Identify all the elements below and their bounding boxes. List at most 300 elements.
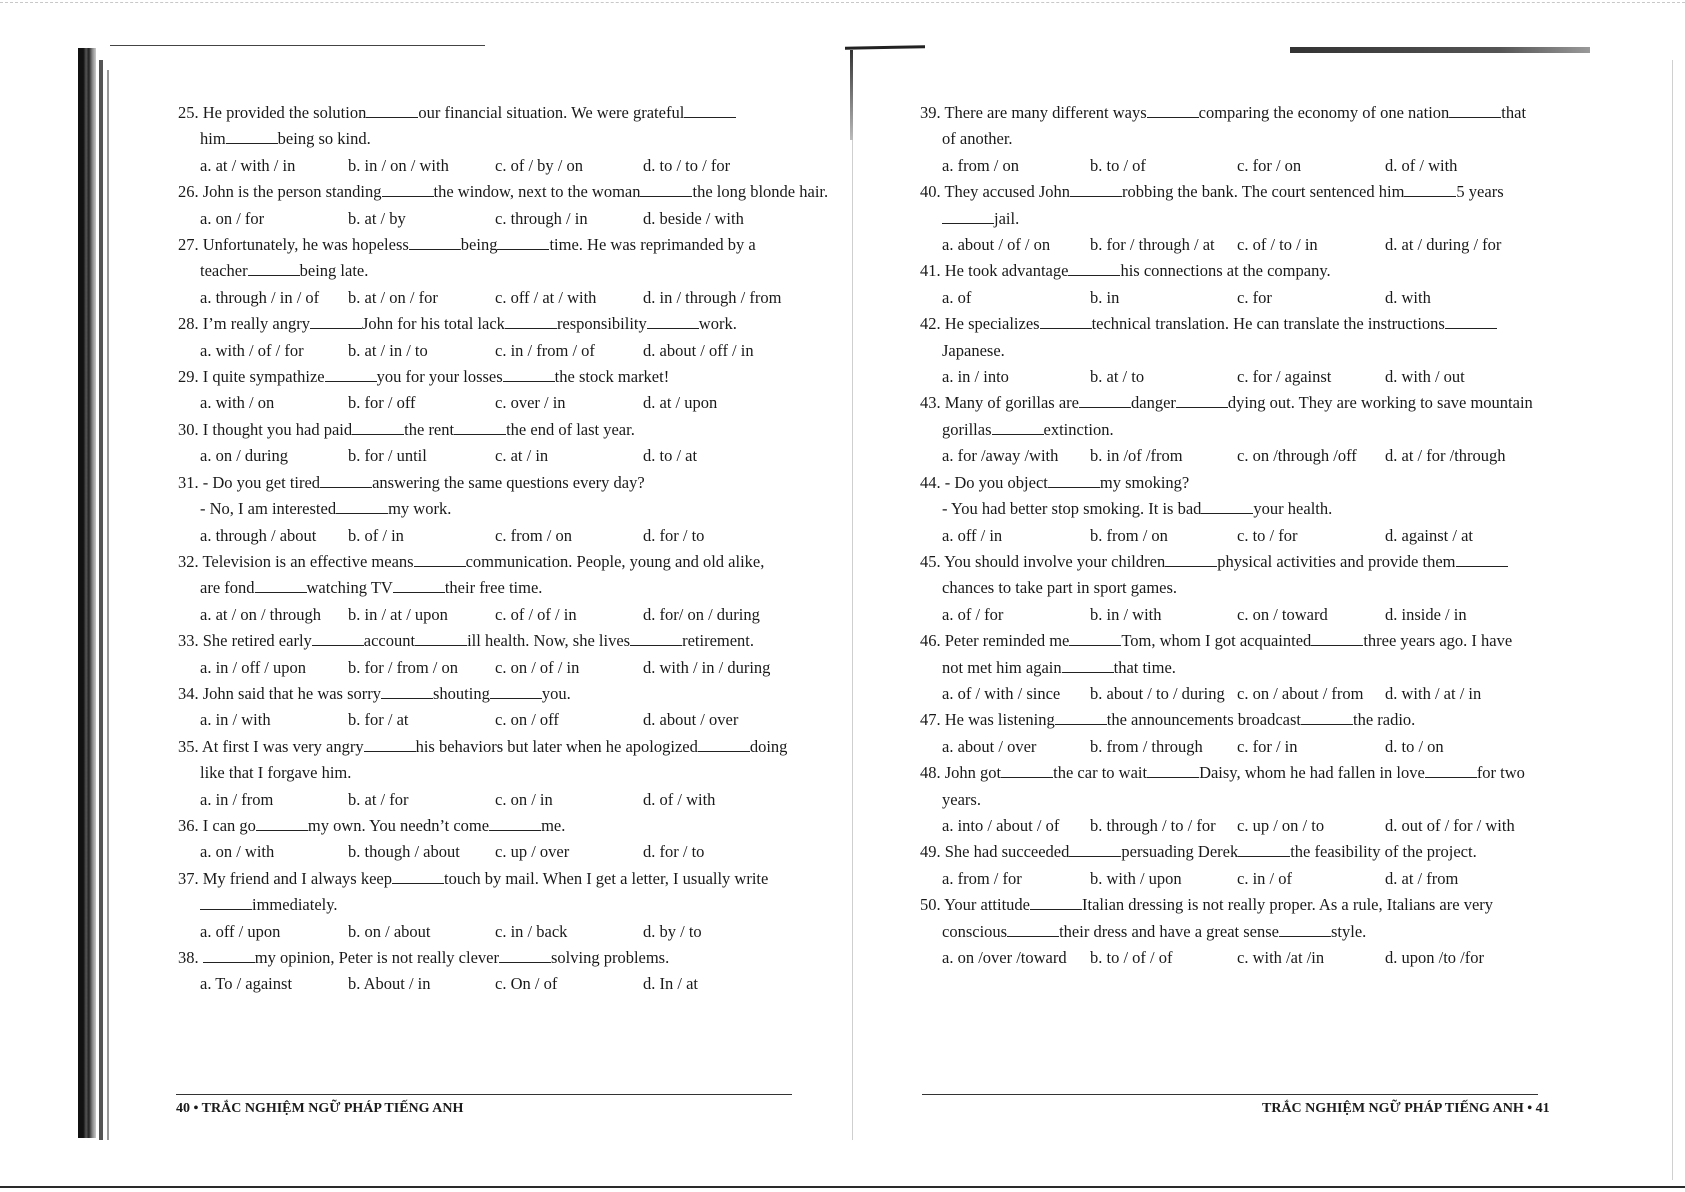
question [920,839,1535,892]
answer-blank [1062,656,1114,673]
answer-option: d. to / to / for [643,155,731,175]
footer-bullet: • [193,1101,202,1116]
question [178,866,793,945]
question-text: the end of last year. [506,419,635,439]
answer-blank [1030,894,1082,911]
answer-blank [1425,761,1477,778]
answer-option: d. of / with [1385,155,1458,175]
question-line [178,549,793,575]
question-continuation [920,417,1535,443]
question-line [920,258,1535,284]
question-line [178,866,793,892]
answer-options [178,206,793,232]
question-number: 41. [920,261,941,281]
answer-option: d. with / out [1385,367,1465,387]
answer-option: d. out of / for / with [1385,815,1515,835]
question-text: shouting [433,683,490,703]
question-text: doing [749,736,788,756]
answer-option: d. at / during / for [1385,235,1502,255]
answer-blank [1068,260,1120,277]
question-line [178,417,793,443]
answer-option: a. into / about / of [942,815,1060,835]
question-text: of another. [942,129,1013,149]
answer-options [178,839,793,865]
answer-blank [382,181,434,198]
answer-option: d. with / in / during [643,657,771,677]
answer-blank [392,867,444,884]
question-line [920,628,1535,654]
answer-option: b. at / to [1090,367,1145,387]
answer-blank [255,577,307,594]
answer-option: b. in [1090,287,1120,307]
answer-option: b. on / about [348,921,431,941]
answer-blank [200,894,252,911]
answer-option: d. for / to [643,525,705,545]
answer-options [920,734,1535,760]
answer-blank [1301,709,1353,726]
question [920,760,1535,839]
question [920,100,1535,179]
answer-option: c. for / in [1237,736,1298,756]
answer-option: d. to / on [1385,736,1444,756]
question-number: 50. [920,895,941,915]
answer-blank [454,418,506,435]
answer-blank [647,313,699,330]
answer-option: a. from / on [942,155,1019,175]
answer-option: a. for /away /with [942,446,1059,466]
question-number: 29. [178,367,199,387]
question [920,892,1535,971]
question-text: John is the person standing [202,182,382,202]
question-text: There are many different ways [944,103,1147,122]
question-number: 34. [178,683,199,703]
question-number: 25. [178,103,199,122]
question-text: Unfortunately, he was hopeless [202,235,409,255]
left-page [178,100,829,998]
answer-options [920,443,1535,469]
question-text: being [460,235,498,255]
answer-blank [1311,629,1363,646]
answer-option: b. for / at [348,710,409,730]
answer-option: d. against / at [1385,525,1473,545]
question-text: My friend and I always keep [202,868,392,888]
scan-top-edge [0,2,1685,3]
answer-option: d. upon /to /for [1385,948,1484,967]
answer-options [920,945,1535,971]
question-line [920,707,1535,733]
question [178,232,793,311]
answer-options [920,523,1535,549]
question-text: He took advantage [944,261,1069,281]
answer-blank [1069,841,1121,858]
answer-option: c. through / in [495,208,588,228]
answer-option: c. on / off [495,710,559,730]
answer-blank [1165,550,1217,567]
question-line [920,839,1535,865]
footer-rule-right [922,1094,1538,1095]
question-continuation [920,575,1535,601]
binding-shadow [78,48,96,1138]
question-text: account [363,631,416,651]
answer-option: b. with / upon [1090,868,1182,888]
question-text: that [1501,103,1527,122]
answer-options [178,443,793,469]
answer-option: c. in / back [495,921,568,941]
answer-blank [336,497,388,514]
question-text: their dress and have a great sense [1059,921,1279,941]
answer-option: c. up / over [495,842,570,862]
answer-option: a. of / with / since [942,683,1061,703]
page-number: 40 [176,1101,190,1116]
answer-blank [256,814,308,831]
question-number: 48. [920,763,941,783]
answer-option: c. at / in [495,446,549,466]
answer-option: c. on / of / in [495,657,580,677]
question-text: I can go [202,815,256,835]
answer-options [920,364,1535,390]
answer-option: a. about / over [942,736,1037,756]
answer-blank [684,101,736,118]
question-continuation [178,760,793,786]
answer-options [178,153,793,179]
question-continuation [920,126,1535,152]
answer-options [178,919,793,945]
answer-blank [1070,181,1122,198]
question-text: my work. [388,499,452,519]
answer-blank [1147,101,1199,118]
answer-option: b. though / about [348,842,460,862]
answer-option: c. off / at / with [495,287,597,307]
gutter-line [852,140,853,1140]
question-line [920,892,1535,918]
question-text: the long blonde hair. [692,182,829,202]
answer-option: b. through / to / for [1090,815,1216,835]
answer-blank [1445,313,1497,330]
question [178,734,793,813]
question-line [920,470,1535,496]
answer-blank [320,471,372,488]
answer-option: c. in / of [1237,868,1292,888]
question [178,179,829,232]
answer-blank [409,233,461,250]
question-continuation [178,892,793,918]
question [178,681,793,734]
answer-blank [352,418,404,435]
answer-option: c. of / by / on [495,155,583,175]
answer-option: b. about / to / during [1090,683,1225,703]
answer-blank [1147,761,1199,778]
question-text: She had succeeded [944,842,1070,862]
answer-blank [497,233,549,250]
question-text: answering the same questions every day? [372,472,645,492]
question-text: I quite sympathize [202,367,325,387]
answer-blank [1001,761,1053,778]
question-text: watching TV [306,578,393,598]
question-text: At first I was very angry [201,736,364,756]
answer-blank [489,814,541,831]
question-text: John said that he was sorry [202,683,382,703]
answer-option: a. off / in [942,525,1003,545]
question-text: you for your losses [376,367,503,387]
answer-blank [503,365,555,382]
answer-blank [248,260,300,277]
answer-option: a. through / about [200,525,317,545]
answer-option: d. of / with [643,789,716,809]
answer-blank [203,946,255,963]
question-text: being late. [299,261,369,281]
question [920,628,1535,707]
answer-option: c. to / for [1237,525,1298,545]
question-number: 44. [920,472,941,492]
answer-options [920,285,1535,311]
question-text: the window, next to the woman [433,182,641,202]
question-text: danger [1131,393,1176,413]
question-text: They accused John [944,182,1070,202]
question-text: communication. People, young and old alike, [465,551,765,571]
answer-option: c. for / on [1237,155,1302,175]
answer-option: d. at / for /through [1385,446,1506,466]
answer-option: a. from / for [942,868,1022,888]
header-rule-left [110,45,485,46]
answer-option: c. of / of / in [495,604,577,624]
answer-option: c. on / toward [1237,604,1328,624]
question-text: ill health. Now, she lives [467,631,631,651]
answer-options [920,232,1535,258]
answer-blank [226,128,278,145]
answer-option: a. on / during [200,446,288,466]
question-text: 5 years [1456,182,1504,202]
question-number: 40. [920,182,941,202]
answer-option: c. On / of [495,974,558,994]
question-line [178,628,793,654]
question-number: 42. [920,314,941,334]
page-corner-mark [845,45,925,49]
answer-options [178,707,793,733]
question-line [920,179,1535,205]
answer-blank [630,629,682,646]
answer-options [920,153,1535,179]
question-text: the rent [404,419,455,439]
answer-blank [1048,471,1100,488]
answer-option: a. in / with [200,710,271,730]
answer-option: a. through / in / of [200,287,320,307]
question-text: comparing the economy of one nation [1198,103,1450,122]
answer-blank [1279,920,1331,937]
question-text: being so kind. [277,129,371,149]
answer-option: a. of / for [942,604,1004,624]
question-number: 43. [920,393,941,413]
answer-options [178,338,793,364]
question-continuation [178,496,793,522]
question-line [178,734,793,760]
answer-option: b. in / on / with [348,155,449,175]
question-text: chances to take part in sport games. [942,578,1178,598]
question-line [178,232,793,258]
answer-option: b. from / on [1090,525,1168,545]
answer-option: c. from / on [495,525,572,545]
answer-blank [393,577,445,594]
question-line [178,813,793,839]
footer-bullet: • [1527,1101,1536,1116]
answer-blank [992,418,1044,435]
question [920,311,1535,390]
question-continuation [178,258,793,284]
answer-blank [381,682,433,699]
answer-blank [1079,392,1131,409]
question-text: conscious [942,921,1008,941]
answer-option: b. for / until [348,446,427,466]
question-text: He specializes [944,314,1040,334]
question-text: immediately. [252,895,338,915]
answer-option: d. In / at [643,974,698,994]
answer-options [920,866,1535,892]
answer-option: a. off / upon [200,921,281,941]
question-text: my smoking? [1099,472,1190,492]
question-line [178,681,793,707]
answer-option: c. up / on / to [1237,815,1325,835]
question-number: 49. [920,842,941,862]
question-text: Many of gorillas are [944,393,1079,413]
answer-blank [1449,101,1501,118]
question [920,707,1535,760]
answer-option: b. in / with [1090,604,1162,624]
question [178,417,793,470]
answer-blank [1456,550,1508,567]
question-number: 37. [178,868,199,888]
question-line [920,549,1535,575]
question-text: You should involve your children [944,551,1166,571]
question [178,945,793,998]
question-text: my own. You needn’t come [307,815,490,835]
answer-option: a. To / against [200,974,293,994]
answer-options [178,655,793,681]
answer-option: a. in / into [942,367,1009,387]
question-text: style. [1330,921,1367,941]
question-continuation [920,496,1535,522]
right-page [920,100,1535,971]
footer-left [176,1101,463,1117]
question-text: Italian dressing is not really proper. As a rule, Italians are very [1082,895,1494,915]
answer-options [920,813,1535,839]
answer-option: a. at / with / in [200,155,296,175]
question-number: 32. [178,551,199,571]
question-text: work. [698,314,737,334]
question [178,100,793,179]
answer-option: b. at / by [348,208,406,228]
question-number: 28. [178,314,199,334]
answer-option: a. in / from [200,789,274,809]
question-text: the announcements broadcast [1106,710,1301,730]
answer-option: a. of [942,287,972,307]
question-text: three years ago. I have [1363,631,1513,651]
answer-blank [1176,392,1228,409]
question [178,813,793,866]
answer-blank [490,682,542,699]
question-text: our financial situation. We were grateful [418,103,685,122]
question-text: Japanese. [942,340,1005,360]
question-number: 38. [178,948,199,967]
question-number: 26. [178,182,199,202]
question-text: extinction. [1043,419,1114,439]
question [920,179,1535,258]
question-line [920,311,1535,337]
question-text: are fond [200,578,255,598]
question-line [178,945,793,971]
footer-rule-left [176,1094,792,1095]
question-text: robbing the bank. The court sentenced him [1122,182,1405,202]
answer-option: a. with / of / for [200,340,304,360]
question-number: 36. [178,815,199,835]
answer-blank [310,313,362,330]
question-text: the radio. [1353,710,1416,730]
question-text: - Do you object [944,472,1048,492]
question-number: 35. [178,736,199,756]
answer-option: b. of / in [348,525,404,545]
question-text: John got [944,763,1002,783]
question [920,549,1535,628]
question-text: gorillas [942,419,992,439]
answer-blank [415,629,467,646]
answer-option: d. at / upon [643,393,718,413]
question-text: He provided the solution [202,103,367,122]
footer-right [1262,1101,1550,1117]
question-continuation [178,575,793,601]
question-text: that time. [1113,657,1176,677]
question-text: me. [541,815,566,835]
question-line [178,100,793,126]
scan-bottom-edge [0,1186,1685,1188]
answer-blank [1201,497,1253,514]
answer-blank [698,735,750,752]
question-text: persuading Derek [1121,842,1239,862]
answer-option: b. About / in [348,974,431,994]
binding-shadow-line [107,70,109,1140]
question-text: him [200,129,226,149]
question-text: the feasibility of the project. [1290,842,1477,862]
answer-option: d. with / at / in [1385,683,1482,703]
answer-option: b. at / in / to [348,340,428,360]
question-continuation [178,126,793,152]
answer-blank [1238,841,1290,858]
question-continuation [920,655,1535,681]
answer-option: d. at / from [1385,868,1459,888]
answer-option: c. on / about / from [1237,683,1364,703]
answer-option: d. about / off / in [643,340,754,360]
answer-blank [1069,629,1121,646]
answer-option: d. about / over [643,710,739,730]
question-text: his connections at the company. [1120,261,1331,281]
answer-blank [942,207,994,224]
answer-blank [1040,313,1092,330]
question-text: I’m really angry [202,314,310,334]
question-line [920,760,1535,786]
answer-blank [1007,920,1059,937]
question [178,311,793,364]
answer-option: b. to / of [1090,155,1146,175]
question-text: Tom, whom I got acquainted [1121,631,1312,651]
answer-blank [364,735,416,752]
question-continuation [920,919,1535,945]
question-line [920,100,1535,126]
answer-option: a. with / on [200,393,275,413]
question-number: 30. [178,419,199,439]
question [178,364,793,417]
answer-option: b. for / through / at [1090,235,1215,255]
answer-option: a. on /over /toward [942,948,1067,967]
page-number: 41 [1535,1101,1550,1116]
answer-blank [366,101,418,118]
question-text: - No, I am interested [200,499,337,519]
